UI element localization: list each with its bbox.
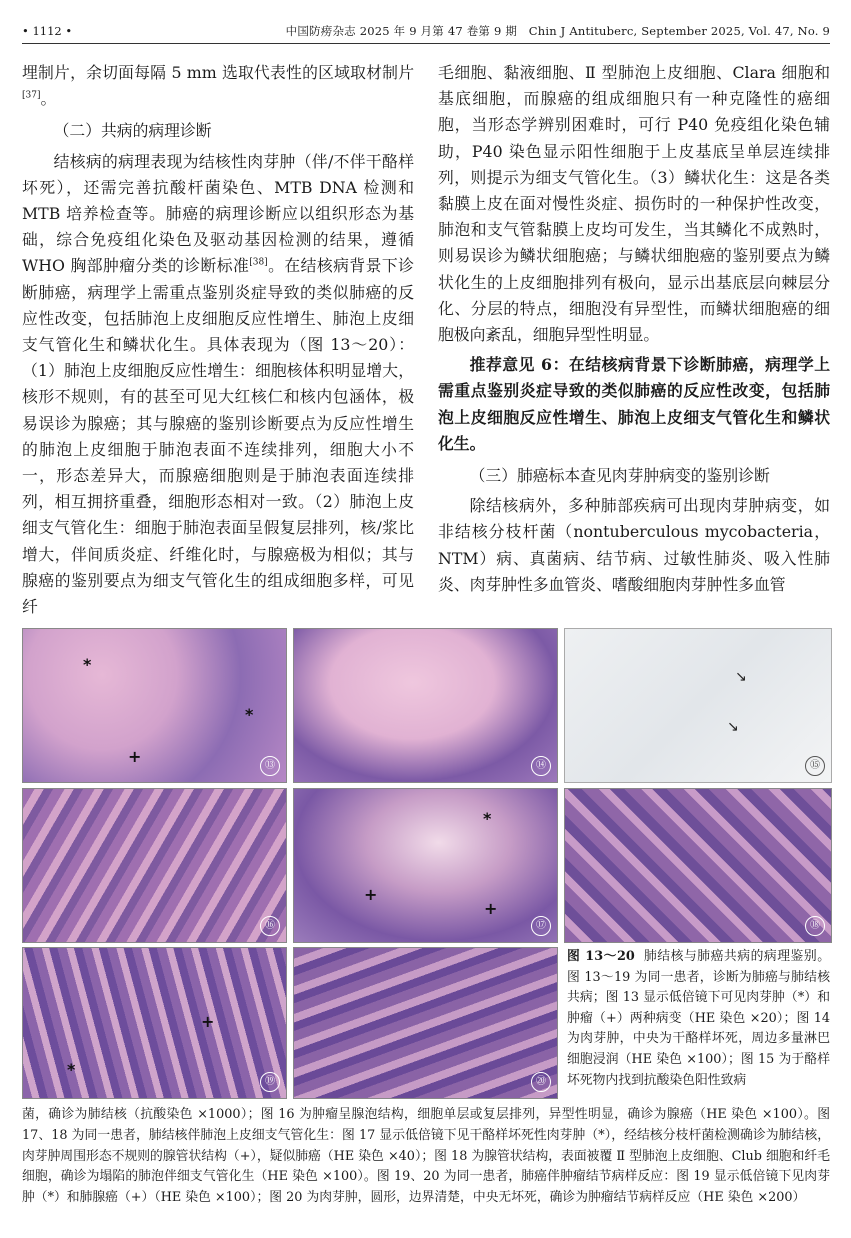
running-header	[22, 22, 830, 40]
figure-caption-continued: 菌，确诊为肺结核（抗酸染色 ×1000）；图 16 为肿瘤呈腺泡结构，细胞单层或复层排列，异型性明显，确诊为腺癌（HE 染色 ×100）。图 17、18 为同一患者，肺结核伴肺泡上皮细支气管化生：图 17 显示低倍镜下见干酪样坏死性肉芽肿（*），经结核分枝杆菌检测确诊为肺结核，肉芽肿周围形态不规则的腺管状结构（+），疑似肺癌（HE 染色 ×40）；图 18 为腺管状结构，表面被覆 Ⅱ 型肺泡上皮细胞、Club 细胞和纤毛细胞，确诊为塌陷的肺泡伴细支气管化生（HE 染色 ×100）。图 19、20 为同一患者，肺癌伴肿瘤结节病样反应：图 19 显示低倍镜下见肉芽肿（*）和肺腺癌（+）（HE 染色 ×100）；图 20 为肉芽肿，圆形，边界清楚，中央无坏死，确诊为肿瘤结节病样反应（HE 染色 ×200）	[22, 1107, 830, 1206]
arrow-icon: ↘	[727, 719, 739, 735]
paragraph: 结核病的病理表现为结核性肉芽肿（伴/不伴干酪样坏死），还需完善抗酸杆菌染色、MTB DNA 检测和 MTB 培养检查等。肺癌的病理诊断应以组织形态为基础，综合免疫组化染色及驱动基因检测的结果，遵循 WHO 胸部肿瘤分类的诊断标准[38]。在结核病背景下诊断肺癌，病理学上需重点鉴别炎症导致的类似肺癌的反应性改变，包括肺泡上皮细胞反应性增生、肺泡上皮细支气管化生和鳞状化生。具体表现为（图 13～20）：（1）肺泡上皮细胞反应性增生：细胞核体积明显增大，核形不规则，有的甚至可见大红核仁和核内包涵体，极易误诊为腺癌；其与腺癌的鉴别诊断要点为反应性增生的肺泡上皮细胞于肺泡表面不连续排列，细胞大小不一，形态差异大，而腺癌细胞则是于肺泡表面连续排列，相互拥挤重叠，细胞形态相对一致。（2）肺泡上皮细支气管化生：细胞于肺泡表面呈假复层排列，核/浆比增大，伴间质炎症、纤维化时，与腺癌极为相似；其与腺癌的鉴别要点为细支气管化生的组成细胞多样，可见纤	[22, 151, 414, 617]
micrograph-14	[293, 628, 558, 783]
panel-number: ⑳	[531, 1072, 551, 1092]
panel-number: ⑱	[805, 916, 825, 936]
panel-number: ⑰	[531, 916, 551, 936]
micrograph-17	[293, 788, 558, 943]
header-rule	[22, 43, 830, 44]
figure-caption-text: 肺结核与肺癌共病的病理鉴别。图 13～19 为同一患者，诊断为肺癌与肺结核共病；图 13 显示低倍镜下可见肉芽肿（*）和肿瘤（+）两种病变（HE 染色 ×20）；图 14 为肉芽肿，中央为干酪样坏死，周边多量淋巴细胞浸润（HE 染色 ×100）；图 15 为于酪样坏死物内找到抗酸染色阳性致病	[567, 949, 831, 1088]
section-heading: （二）共病的病理诊断	[53, 121, 212, 141]
panel-number: ⑲	[260, 1072, 280, 1092]
figure-caption-title: 图 13～20	[567, 949, 635, 964]
left-column	[22, 60, 414, 620]
panel-number: ⑮	[805, 756, 825, 776]
micrograph-19	[22, 947, 287, 1099]
micrograph-18	[564, 788, 832, 943]
citation-ref: [37]	[22, 90, 41, 101]
section-heading: （三）肺癌标本查见肉芽肿病变的鉴别诊断	[469, 466, 770, 486]
paragraph: 除结核病外，多种肺部疾病可出现肉芽肿病变，如非结核分枝杆菌（nontuberculous mycobacteria，NTM）病、真菌病、结节病、过敏性肺炎、吸入性肺炎、肉芽肿性多血管炎、嗜酸细胞肉芽肿性多血管	[438, 496, 830, 594]
micrograph-20	[293, 947, 558, 1099]
right-column	[438, 60, 830, 598]
tumor-marker: +	[364, 885, 378, 904]
tumor-marker: +	[484, 899, 498, 918]
recommendation: 推荐意见 6：在结核病背景下诊断肺癌，病理学上需重点鉴别炎症导致的类似肺癌的反应性改变，包括肺泡上皮细胞反应性增生、肺泡上皮细支气管化生和鳞状化生。	[438, 355, 830, 453]
figure-caption	[567, 947, 830, 1091]
citation-ref: [38]	[249, 258, 268, 269]
panel-number: ⑭	[531, 756, 551, 776]
micrograph-15	[564, 628, 832, 783]
journal-citation: 中国防痨杂志 2025 年 9 月第 47 卷第 9 期 Chin J Antituberc, September 2025, Vol. 47, No. 9	[285, 24, 830, 38]
granuloma-marker: *	[483, 809, 492, 828]
paragraph: 埋制片，余切面每隔 5 mm 选取代表性的区域取材制片[37]。	[22, 63, 414, 109]
granuloma-marker: *	[67, 1060, 76, 1079]
panel-number: ⑬	[260, 756, 280, 776]
paragraph: 毛细胞、黏液细胞、Ⅱ 型肺泡上皮细胞、Clara 细胞和基底细胞，而腺癌的组成细胞只有一种克隆性的癌细胞，当形态学辨别困难时，可行 P40 免疫组化染色辅助，P40 染色显示阳性细胞于上皮基底呈单层连续排列，则提示为细支气管化生。（3）鳞状化生：这是各类黏膜上皮在面对慢性炎症、损伤时的一种保护性改变，肺泡和支气管黏膜上皮均可发生，当其鳞化不成熟时，则易误诊为鳞状细胞癌；与鳞状细胞癌的鉴别要点为鳞状化生的上皮细胞排列有极向，显示出基底层向棘层分化、分层的特点，细胞没有异型性，而鳞状细胞癌的细胞极向紊乱，细胞异型性明显。	[438, 63, 830, 345]
granuloma-marker: *	[83, 655, 92, 674]
arrow-icon: ↘	[735, 669, 747, 685]
page-number: • 1112 •	[22, 24, 73, 38]
tumor-marker: +	[201, 1012, 215, 1031]
panel-number: ⑯	[260, 916, 280, 936]
granuloma-marker: *	[245, 705, 254, 724]
tumor-marker: +	[128, 747, 142, 766]
micrograph-13	[22, 628, 287, 783]
micrograph-16	[22, 788, 287, 943]
